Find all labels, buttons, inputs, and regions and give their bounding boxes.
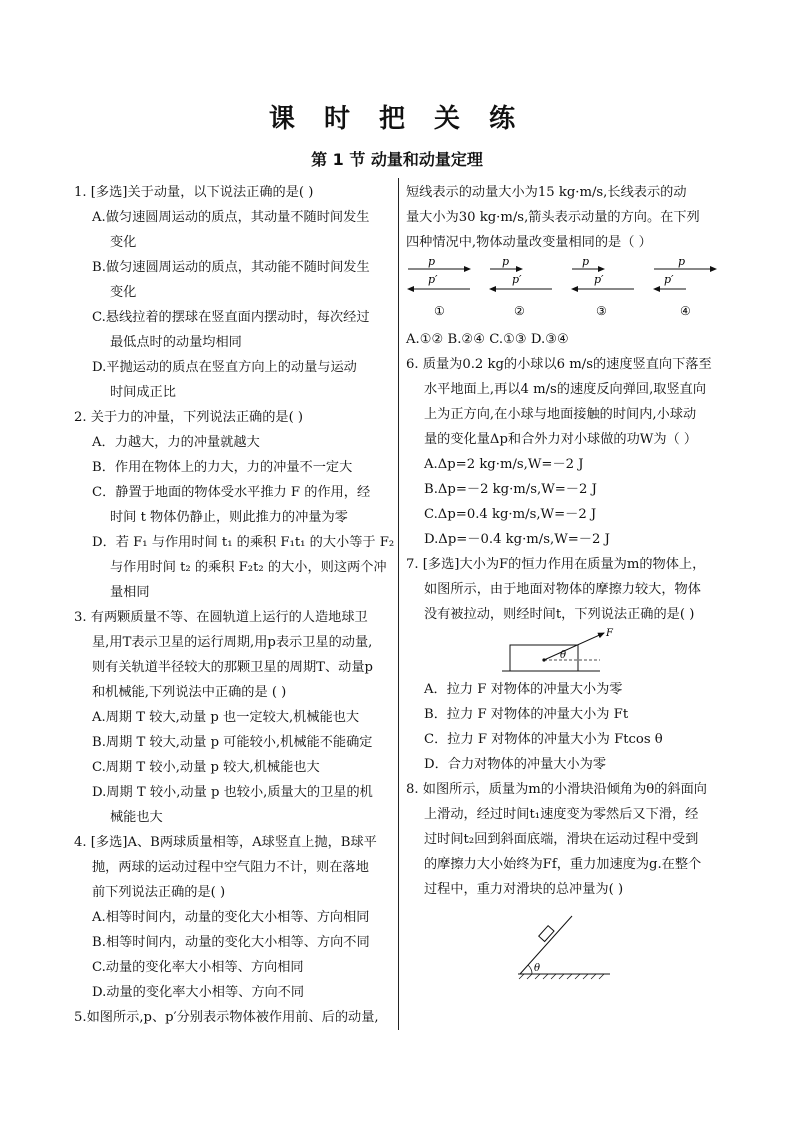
text-line: D.周期 T 较小,动量 p 也较小,质量大的卫星的机 [92, 785, 373, 800]
text-line: 没有被拉动，则经时间t，下列说法正确的是( ) [424, 607, 695, 622]
text-line: 7. [多选]大小为F的恒力作用在质量为m的物体上， [406, 557, 706, 572]
text-line: D.平抛运动的质点在竖直方向上的动量与运动 [92, 360, 357, 375]
right-column [406, 180, 726, 984]
text-line: A．力越大，力的冲量就越大 [92, 435, 260, 450]
text-line: 8. 如图所示，质量为m的小滑块沿倾角为θ的斜面向 [406, 782, 707, 797]
fig5-case-label-2: ② [514, 304, 525, 318]
text-line: 前下列说法正确的是( ) [92, 885, 226, 900]
text-line: 量大小为30 kg·m/s,箭头表示动量的方向。在下列 [406, 210, 700, 225]
fig7-force-label: F [606, 628, 613, 639]
text-line: 和机械能,下列说法中正确的是 ( ) [92, 685, 287, 700]
text-line: 的摩擦力大小始终为Ff，重力加速度为g.在整个 [424, 857, 702, 872]
text-line: 1. [多选]关于动量，以下说法正确的是( ) [74, 185, 314, 200]
fig5-pp-label-1: p′ [428, 273, 438, 286]
text-line: A．拉力 F 对物体的冲量大小为零 [424, 682, 623, 697]
fig8-ground-hatching [519, 974, 604, 979]
text-line: 抛，两球的运动过程中空气阻力不计，则在落地 [92, 860, 369, 875]
question-5-continued [406, 180, 726, 255]
text-line: 械能也大 [110, 810, 163, 825]
text-line: 时间成正比 [110, 385, 176, 400]
text-line: 量的变化量Δp和合外力对小球做的功W为（ ） [424, 432, 698, 447]
fig5-p-label-1: p [428, 255, 436, 268]
fig5-case-label-3: ③ [596, 304, 607, 318]
text-line: B.周期 T 较大,动量 p 可能较小,机械能不能确定 [92, 735, 373, 750]
text-line: 6. 质量为0.2 kg的小球以6 m/s的速度竖直向下落至 [406, 357, 712, 372]
text-line: 短线表示的动量大小为15 kg·m/s,长线表示的动 [406, 185, 687, 200]
text-line: 时间 t 物体仍静止，则此推力的冲量为零 [110, 510, 348, 525]
text-line: A.周期 T 较大,动量 p 也一定较大,机械能也大 [92, 710, 360, 725]
text-line: B．拉力 F 对物体的冲量大小为 Ft [424, 707, 629, 722]
fig5-case-label-4: ④ [680, 304, 691, 318]
text-line: D．若 F₁ 与作用时间 t₁ 的乘积 F₁t₁ 的大小等于 F₂ [92, 535, 395, 550]
text-line: C．拉力 F 对物体的冲量大小为 Ftcos θ [424, 732, 663, 747]
text-line: 2. 关于力的冲量，下列说法正确的是( ) [74, 410, 304, 425]
text-line: 则有关轨道半径较大的那颗卫星的周期T、动量p [92, 660, 373, 675]
text-line: C.周期 T 较小,动量 p 较大,机械能也大 [92, 760, 320, 775]
questions-7-to-8 [406, 677, 726, 902]
text-line: C．静置于地面的物体受水平推力 F 的作用，经 [92, 485, 371, 500]
questions-5-to-7 [406, 327, 726, 627]
text-line: A.做匀速圆周运动的质点，其动量不随时间发生 [92, 210, 370, 225]
text-line: 过时间t₂回到斜面底端，滑块在运动过程中受到 [424, 832, 699, 847]
text-line: 3. 有两颗质量不等、在圆轨道上运行的人造地球卫 [74, 610, 368, 625]
page-title: 课 时 把 关 练 [268, 104, 526, 134]
fig5-p-label-4: p [678, 255, 686, 268]
text-line: 变化 [110, 235, 137, 250]
text-line: 星,用T表示卫星的运行周期,用p表示卫星的动量, [92, 635, 373, 650]
text-line: 量相同 [110, 585, 150, 600]
text-line: B.相等时间内，动量的变化大小相等、方向不同 [92, 935, 370, 950]
text-line: 过程中，重力对滑块的总冲量为( ) [424, 882, 624, 897]
fig5-pp-label-4: p′ [664, 273, 674, 286]
text-line: D.动量的变化率大小相等、方向不同 [92, 985, 305, 1000]
fig8-angle-arc [528, 965, 532, 974]
text-line: D.Δp=－0.4 kg·m/s,W=－2 J [424, 532, 610, 547]
figure-8-incline [406, 902, 726, 984]
figure-5-momentum-diagram [406, 255, 736, 327]
text-line: 上为正方向,在小球与地面接触的时间内,小球动 [424, 407, 697, 422]
text-line: C.Δp=0.4 kg·m/s,W=－2 J [424, 507, 597, 522]
text-line: A.①② B.②④ C.①③ D.③④ [406, 332, 569, 347]
fig5-pp-label-3: p′ [594, 273, 604, 286]
text-line: 水平地面上,再以4 m/s的速度反向弹回,取竖直向 [424, 382, 707, 397]
text-line: 最低点时的动量均相同 [110, 335, 242, 350]
text-line: 变化 [110, 285, 137, 300]
figure-7-block-with-force [406, 627, 726, 677]
fig7-force-arrow [544, 633, 604, 660]
text-line: C.动量的变化率大小相等、方向相同 [92, 960, 304, 975]
fig7-point [542, 658, 545, 661]
column-divider [398, 178, 399, 1030]
fig5-p-label-3: p [582, 255, 590, 268]
text-line: 四种情况中,物体动量改变量相同的是（ ） [406, 235, 652, 250]
fig5-case-label-1: ① [434, 304, 445, 318]
text-line: 与作用时间 t₂ 的乘积 F₂t₂ 的大小，则这两个冲 [110, 560, 387, 575]
fig5-p-label-2: p [502, 255, 510, 268]
text-line: 上滑动，经过时间t₁速度变为零然后又下滑，经 [424, 807, 699, 822]
fig8-angle-label: θ [534, 963, 541, 974]
fig7-angle-label: θ [560, 650, 567, 661]
text-line: D．合力对物体的冲量大小为零 [424, 757, 607, 772]
section-title: 第 1 节 动量和动量定理 [311, 150, 483, 169]
text-line: 4. [多选]A、B两球质量相等，A球竖直上抛，B球平 [74, 835, 377, 850]
fig5-pp-label-2: p′ [512, 273, 522, 286]
text-line: A.Δp=2 kg·m/s,W=－2 J [424, 457, 584, 472]
text-line: B.Δp=－2 kg·m/s,W=－2 J [424, 482, 597, 497]
text-line: 5.如图所示,p、p′分别表示物体被作用前、后的动量, [74, 1010, 379, 1025]
text-line: 如图所示，由于地面对物体的摩擦力较大，物体 [424, 582, 701, 597]
left-column [74, 180, 394, 1030]
text-line: A.相等时间内，动量的变化大小相等、方向相同 [92, 910, 370, 925]
text-line: B.做匀速圆周运动的质点，其动能不随时间发生 [92, 260, 370, 275]
text-line: B．作用在物体上的力大，力的冲量不一定大 [92, 460, 353, 475]
text-line: C.悬线拉着的摆球在竖直面内摆动时，每次经过 [92, 310, 370, 325]
